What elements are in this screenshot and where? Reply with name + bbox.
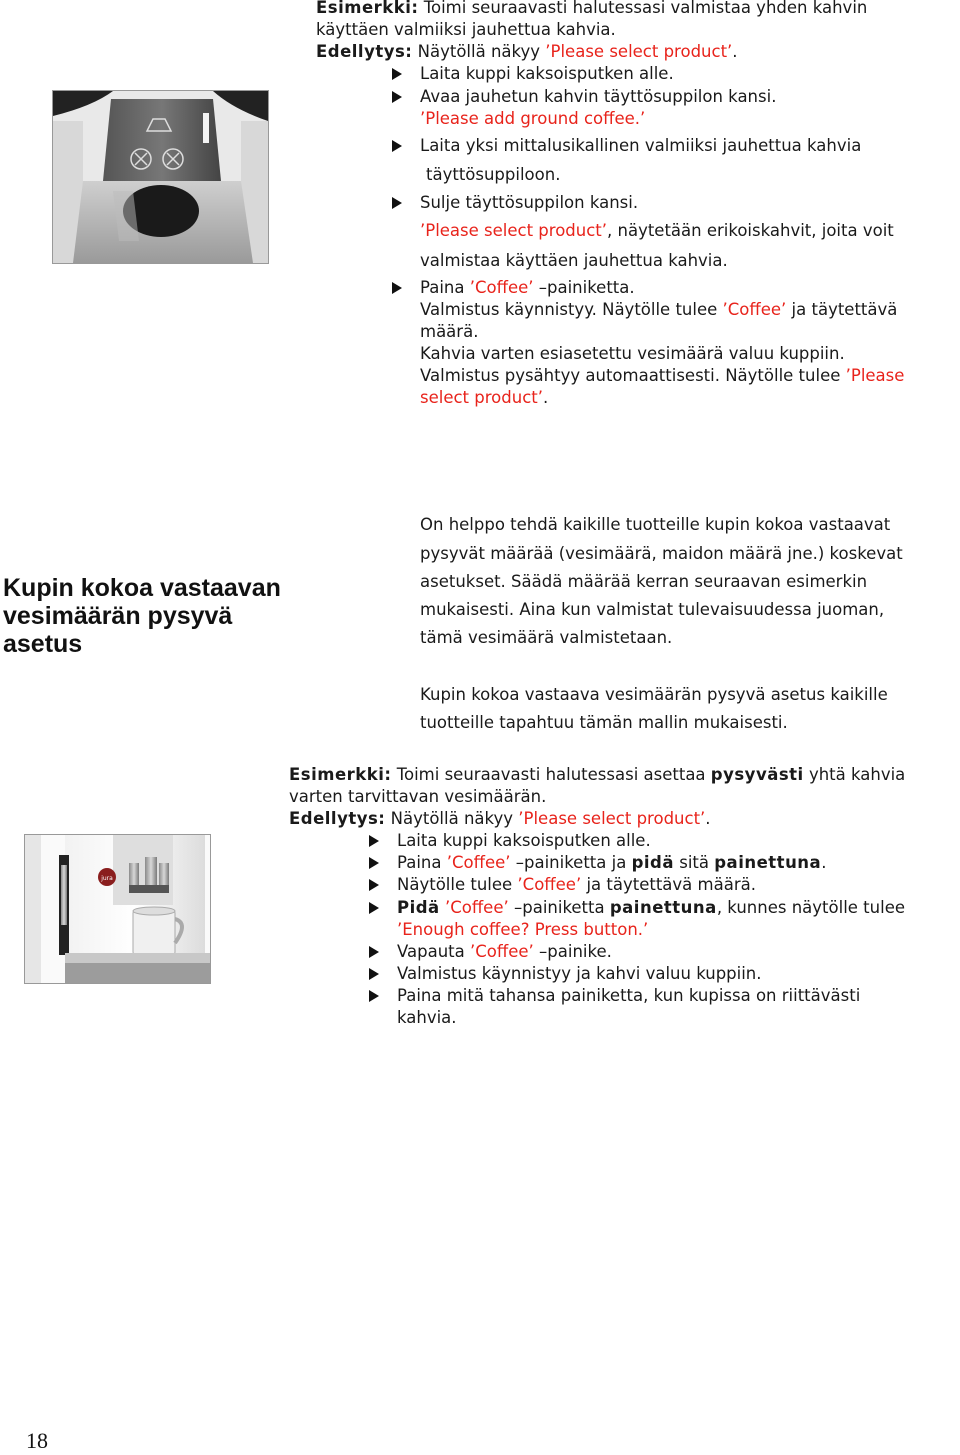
para-line: tämä vesimäärä valmistetaan. — [420, 628, 673, 647]
example-line — [289, 764, 905, 786]
display-info-cont: valmistaa käyttäen jauhettua kahvia. — [420, 251, 728, 270]
step-2-bold-2: painettuna — [714, 853, 822, 872]
step-4-bold-1: Pidä — [397, 898, 440, 917]
heading-line-2: vesimäärän pysyvä — [3, 602, 233, 630]
display-message: ’Please add ground coffee.’ — [420, 109, 646, 128]
para-line: On helppo tehdä kaikille tuotteille kupin kokoa vastaavat — [420, 515, 891, 534]
display-info — [420, 220, 894, 242]
step-4-red: ’Coffee’ — [444, 898, 509, 917]
precondition-value: ’Please select product’ — [518, 809, 706, 828]
para-line: pysyvät määrää (vesimäärä, maidon määrä jne.) koskevat — [420, 544, 903, 563]
heading-line-1: Kupin kokoa vastaavan — [3, 574, 281, 602]
bullet-arrow-icon — [369, 835, 379, 847]
bullet-arrow-icon — [369, 879, 379, 891]
step-3 — [397, 874, 756, 896]
step-4-bold-2: painettuna — [609, 898, 717, 917]
step-2 — [397, 852, 826, 874]
step-2-c: sitä — [673, 853, 715, 872]
precondition-label: Edellytys: — [316, 42, 413, 61]
result-1-a: Valmistus käynnistyy. Näytölle tulee — [420, 300, 723, 319]
para-line: Kupin kokoa vastaava vesimäärän pysyvä asetus kaikille — [420, 685, 888, 704]
example-label: Esimerkki: — [316, 0, 419, 17]
step-5 — [397, 941, 612, 963]
bullet-arrow-icon — [369, 857, 379, 869]
step-2-red: ’Coffee’ — [446, 853, 511, 872]
example-label: Esimerkki: — [289, 765, 392, 784]
example-line-2: käyttäen valmiiksi jauhettua kahvia. — [316, 20, 616, 39]
step-2: Avaa jauhetun kahvin täyttösuppilon kansi. — [420, 87, 777, 106]
example-text: Toimi seuraavasti halutessasi asettaa — [391, 765, 711, 784]
bullet-arrow-icon — [369, 946, 379, 958]
step-4-b: –painiketta — [508, 898, 610, 917]
example-line-2: varten tarvittavan vesimäärän. — [289, 787, 547, 806]
step-5-red: ’Coffee’ — [470, 942, 534, 961]
step-5-b: –painike. — [533, 942, 612, 961]
example-text-b: yhtä kahvia — [803, 765, 906, 784]
para-line: mukaisesti. Aina kun valmistat tulevaisuudessa juoman, — [420, 600, 885, 619]
step-6: Valmistus käynnistyy ja kahvi valuu kuppiin. — [397, 964, 762, 983]
step-5-pre: Paina — [420, 278, 470, 297]
precondition-end: . — [705, 809, 711, 828]
step-4-display: ’Enough coffee? Press button.’ — [397, 920, 649, 939]
bullet-arrow-icon — [369, 968, 379, 980]
para-line: asetukset. Säädä määrää kerran seuraavan esimerkin — [420, 572, 868, 591]
step-5 — [420, 277, 635, 299]
step-3-a: Näytölle tulee — [397, 875, 518, 894]
result-3-end: . — [542, 388, 549, 407]
ground-coffee-funnel-image — [52, 90, 269, 264]
result-1-b: ja täytettävä — [786, 300, 898, 319]
step-4: Sulje täyttösuppilon kansi. — [420, 193, 639, 212]
heading-line-3: asetus — [3, 630, 83, 658]
step-4 — [397, 897, 905, 919]
display-text: , näytetään erikoiskahvit, joita voit — [607, 221, 894, 240]
step-5-a: Vapauta — [397, 942, 470, 961]
result-2: Kahvia varten esiasetettu vesimäärä valuu kuppiin. — [420, 344, 845, 363]
bullet-arrow-icon — [392, 68, 402, 80]
result-1 — [420, 299, 897, 321]
result-3 — [420, 365, 904, 387]
para-line: tuotteille tapahtuu tämän mallin mukaisesti. — [420, 713, 788, 732]
precondition-label: Edellytys: — [289, 809, 386, 828]
section-heading — [3, 574, 293, 658]
step-1: Laita kuppi kaksoisputken alle. — [397, 831, 651, 850]
precondition-value: ’Please select product’ — [545, 42, 733, 61]
step-1: Laita kuppi kaksoisputken alle. — [420, 64, 674, 83]
result-3-red-2: select product’ — [420, 388, 543, 407]
bullet-arrow-icon — [392, 91, 402, 103]
result-3-red: ’Please — [845, 366, 905, 385]
step-7-cont: kahvia. — [397, 1008, 457, 1027]
step-2-a: Paina — [397, 853, 447, 872]
precondition-line — [289, 808, 711, 830]
step-4-c: , kunnes näytölle tulee — [716, 898, 905, 917]
result-1-cont: määrä. — [420, 322, 479, 341]
step-2-b: –painiketta ja — [510, 853, 632, 872]
funnel-illustration — [53, 91, 268, 263]
example-line — [316, 0, 867, 19]
step-3: Laita yksi mittalusikallinen valmiiksi jauhettua kahvia — [420, 136, 862, 155]
step-3-cont: täyttösuppiloon. — [426, 165, 561, 184]
bullet-arrow-icon — [392, 282, 402, 294]
bullet-arrow-icon — [392, 140, 402, 152]
bullet-arrow-icon — [392, 197, 402, 209]
step-2-bold-1: pidä — [631, 853, 674, 872]
step-7: Paina mitä tahansa painiketta, kun kupissa on riittävästi — [397, 986, 861, 1005]
coffee-button-label: ’Coffee’ — [469, 278, 534, 297]
step-5-post: –painiketta. — [533, 278, 635, 297]
precondition-text: Näytöllä näkyy — [412, 42, 546, 61]
precondition-end: . — [732, 42, 738, 61]
result-1-red: ’Coffee’ — [722, 300, 787, 319]
display-value: ’Please select product’ — [420, 221, 608, 240]
bullet-arrow-icon — [369, 902, 379, 914]
example-text: Toimi seuraavasti halutessasi valmistaa yhden kahvin — [418, 0, 868, 17]
precondition-line — [316, 41, 738, 63]
svg-text:jura: jura — [101, 875, 113, 882]
result-3-a: Valmistus pysähtyy automaattisesti. Näytölle tulee — [420, 366, 846, 385]
bullet-arrow-icon — [369, 990, 379, 1002]
coffee-machine-illustration — [25, 835, 210, 983]
page-number: 18 — [26, 1428, 48, 1453]
step-3-red: ’Coffee’ — [517, 875, 582, 894]
precondition-text: Näytöllä näkyy — [385, 809, 519, 828]
step-3-b: ja täytettävä määrä. — [581, 875, 756, 894]
coffee-machine-image — [24, 834, 211, 984]
step-2-d: . — [821, 853, 827, 872]
example-bold: pysyvästi — [710, 765, 804, 784]
result-3-cont — [420, 387, 548, 409]
